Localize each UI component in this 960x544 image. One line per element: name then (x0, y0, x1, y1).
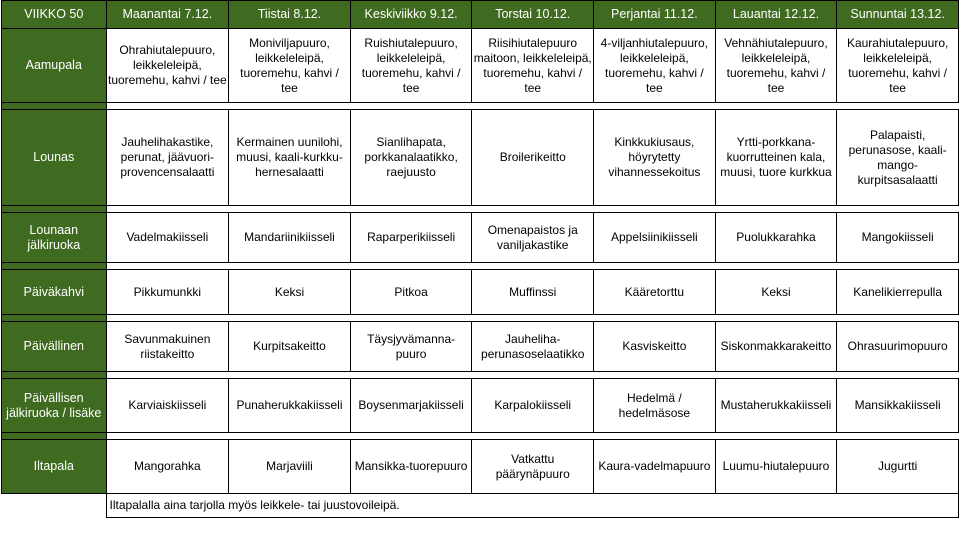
meal-label: Lounaan jälkiruoka (2, 213, 107, 263)
evening-snack-note: Iltapalalla aina tarjolla myös leikkele- tai juustovoileipä. (106, 494, 958, 518)
meal-row-paivallinen (2, 322, 959, 372)
menu-cell: Punaherukkakiisseli (229, 379, 351, 433)
day-header-friday: Perjantai 11.12. (594, 1, 716, 29)
week-label: VIIKKO 50 (2, 1, 107, 29)
menu-cell: Täysjyvämanna-puuro (350, 322, 472, 372)
spacer-row (2, 433, 959, 440)
meal-row-paivallisen-jalkiruoka (2, 379, 959, 433)
menu-cell: Pitkoa (350, 270, 472, 315)
menu-cell: Ohrasuurimopuuro (837, 322, 959, 372)
menu-cell: Luumu-hiutalepuuro (715, 440, 837, 494)
spacer-row (2, 315, 959, 322)
meal-label: Päivällinen (2, 322, 107, 372)
menu-cell: Ruishiutalepuuro, leikkeleleipä, tuoremehu, kahvi / tee (350, 29, 472, 103)
day-header-saturday: Lauantai 12.12. (715, 1, 837, 29)
menu-cell: Broilerikeitto (472, 110, 594, 206)
meal-row-lounas (2, 110, 959, 206)
menu-cell: Keksi (229, 270, 351, 315)
note-row (2, 494, 959, 518)
menu-cell: Mustaherukkakiisseli (715, 379, 837, 433)
menu-cell: Marjaviili (229, 440, 351, 494)
menu-cell: Pikkumunkki (106, 270, 229, 315)
spacer (106, 103, 958, 110)
menu-cell: Keksi (715, 270, 837, 315)
spacer-row (2, 372, 959, 379)
meal-label: Lounas (2, 110, 107, 206)
menu-cell: Siskonmakkarakeitto (715, 322, 837, 372)
meal-row-paivakahvi (2, 270, 959, 315)
menu-cell: Riisihiutalepuuro maitoon, leikkeleleipä, tuoremehu, kahvi / tee (472, 29, 594, 103)
day-header-tuesday: Tiistai 8.12. (229, 1, 351, 29)
meal-label: Päiväkahvi (2, 270, 107, 315)
menu-cell: Yrtti-porkkana-kuorrutteinen kala, muusi, tuore kurkkua (715, 110, 837, 206)
menu-cell: Karpalokiisseli (472, 379, 594, 433)
menu-cell: Hedelmä / hedelmäsose (594, 379, 716, 433)
spacer (106, 263, 958, 270)
spacer (106, 372, 958, 379)
menu-cell: Mansikkakiisseli (837, 379, 959, 433)
day-header-thursday: Torstai 10.12. (472, 1, 594, 29)
menu-cell: Savunmakuinen riistakeitto (106, 322, 229, 372)
spacer (2, 103, 107, 110)
spacer (106, 315, 958, 322)
menu-cell: 4-viljanhiutalepuuro, leikkeleleipä, tuoremehu, kahvi / tee (594, 29, 716, 103)
meal-row-lounaan-jalkiruoka (2, 213, 959, 263)
menu-cell: Kasviskeitto (594, 322, 716, 372)
menu-cell: Kaurahiutalepuuro, leikkeleleipä, tuoremehu, kahvi / tee (837, 29, 959, 103)
header-row (2, 1, 959, 29)
menu-cell: Sianlihapata, porkkanalaatikko, raejuusto (350, 110, 472, 206)
menu-cell: Palapaisti, perunasose, kaali-mango-kurpitsasalaatti (837, 110, 959, 206)
note-spacer (2, 494, 107, 518)
day-header-wednesday: Keskiviikko 9.12. (350, 1, 472, 29)
meal-label: Aamupala (2, 29, 107, 103)
menu-cell: Raparperikiisseli (350, 213, 472, 263)
menu-cell: Mangokiisseli (837, 213, 959, 263)
menu-cell: Appelsiinikiisseli (594, 213, 716, 263)
spacer-row (2, 103, 959, 110)
spacer-row (2, 263, 959, 270)
spacer (2, 372, 107, 379)
meal-label: Iltapala (2, 440, 107, 494)
spacer (106, 206, 958, 213)
spacer (2, 263, 107, 270)
menu-cell: Kurpitsakeitto (229, 322, 351, 372)
menu-cell: Omenapaistos ja vaniljakastike (472, 213, 594, 263)
menu-cell: Puolukkarahka (715, 213, 837, 263)
menu-cell: Jauhelihakastike, perunat, jäävuori-provencensalaatti (106, 110, 229, 206)
spacer (106, 433, 958, 440)
menu-cell: Kaura-vadelmapuuro (594, 440, 716, 494)
weekly-menu-table (1, 0, 959, 518)
menu-cell: Kääretorttu (594, 270, 716, 315)
spacer (2, 315, 107, 322)
menu-cell: Boysenmarjakiisseli (350, 379, 472, 433)
menu-cell: Kinkkukiusaus, höyrytetty vihannessekoitus (594, 110, 716, 206)
menu-cell: Muffinssi (472, 270, 594, 315)
menu-cell: Karviaiskiisseli (106, 379, 229, 433)
menu-cell: Jugurtti (837, 440, 959, 494)
menu-cell: Kanelikierrepulla (837, 270, 959, 315)
menu-cell: Vatkattu päärynäpuuro (472, 440, 594, 494)
day-header-monday: Maanantai 7.12. (106, 1, 229, 29)
day-header-sunday: Sunnuntai 13.12. (837, 1, 959, 29)
meal-row-iltapala (2, 440, 959, 494)
menu-cell: Moniviljapuuro, leikkeleleipä, tuoremehu, kahvi / tee (229, 29, 351, 103)
menu-cell: Kermainen uunilohi, muusi, kaali-kurkku-hernesalaatti (229, 110, 351, 206)
meal-row-aamupala (2, 29, 959, 103)
menu-cell: Mansikka-tuorepuuro (350, 440, 472, 494)
menu-cell: Vadelmakiisseli (106, 213, 229, 263)
menu-cell: Mangorahka (106, 440, 229, 494)
menu-cell: Vehnähiutalepuuro, leikkeleleipä, tuoremehu, kahvi / tee (715, 29, 837, 103)
spacer-row (2, 206, 959, 213)
spacer (2, 206, 107, 213)
menu-cell: Ohrahiutalepuuro, leikkeleleipä, tuoremehu, kahvi / tee (106, 29, 229, 103)
spacer (2, 433, 107, 440)
menu-cell: Mandariinikiisseli (229, 213, 351, 263)
meal-label: Päivällisen jälkiruoka / lisäke (2, 379, 107, 433)
menu-cell: Jauheliha-perunasoselaatikko (472, 322, 594, 372)
